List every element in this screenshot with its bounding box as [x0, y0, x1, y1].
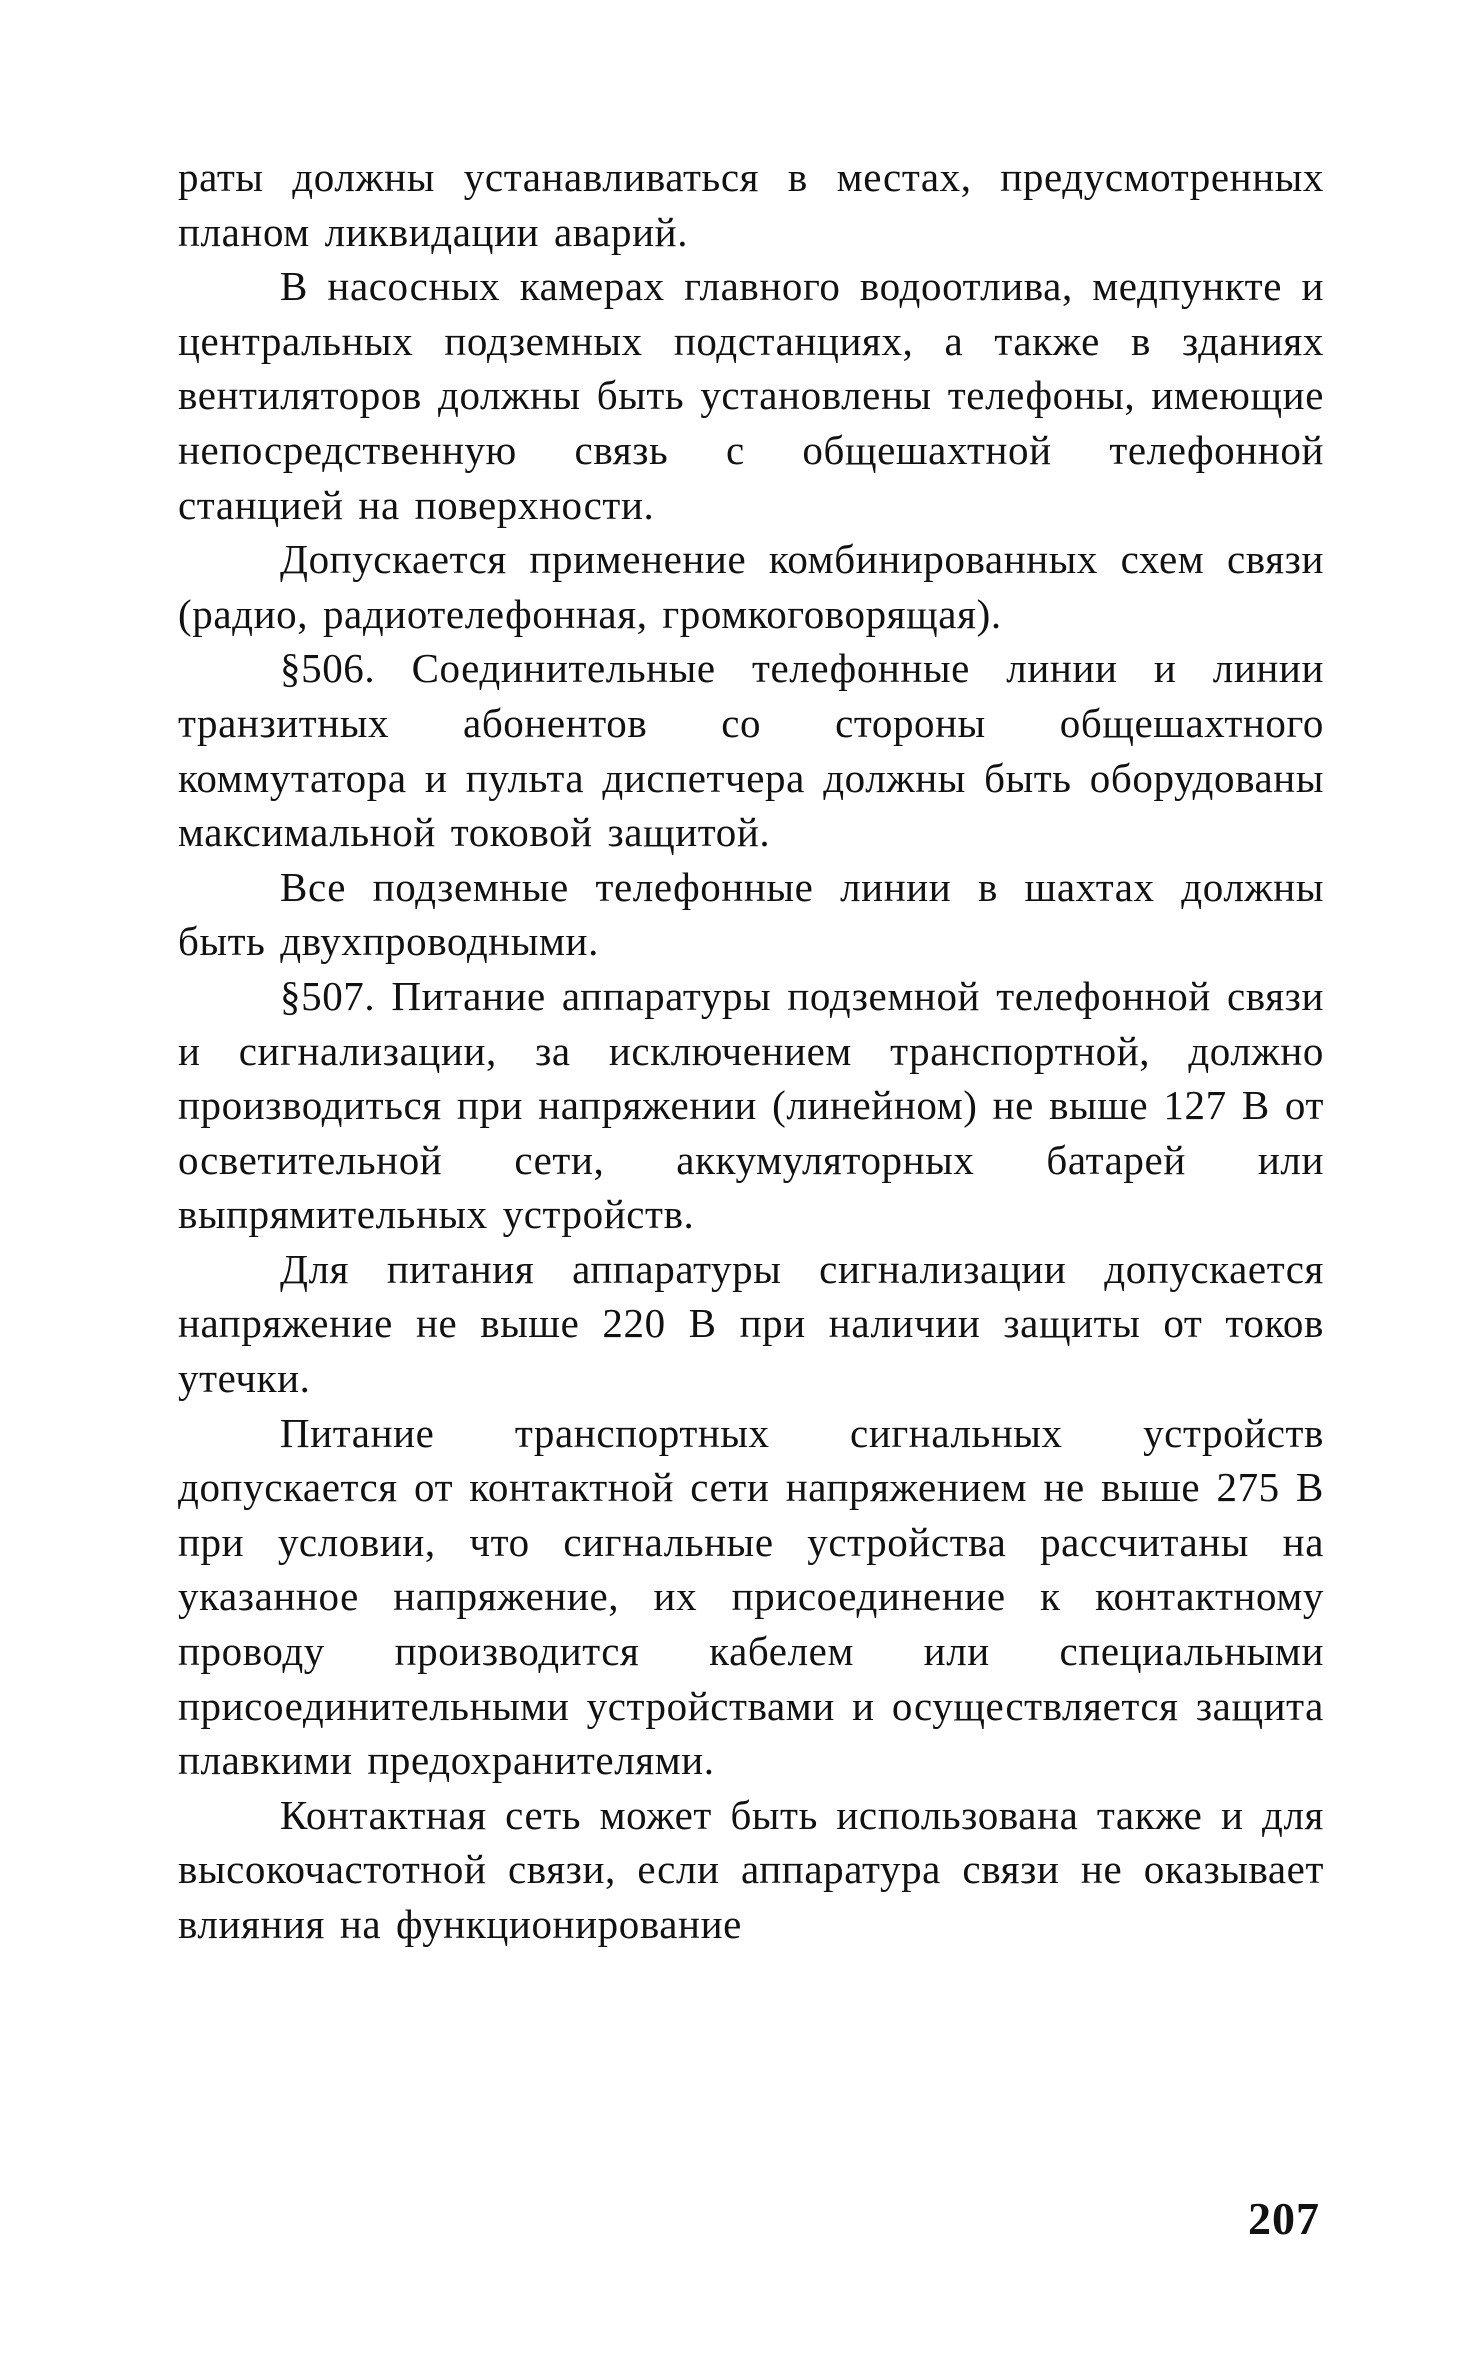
paragraph-section-507: §507. Питание аппаратуры подземной телефонной связи и сигнализации, за исключением транспортной, должно производиться при напряжении (линейном) не выше 127 В от осветительной сети, аккумуляторных батарей или выпрямительных устройств.	[178, 972, 1324, 1238]
page-number: 207	[1248, 2193, 1320, 2244]
paragraph-8: Питание транспортных сигнальных устройств допускается от контактной сети напряжением не выше 275 В при условии, что сигнальные устройства рассчитаны на указанное напряжение, их присоединение к контактному проводу производится кабелем или специальными присоединительными устройствами и осуществляется защита плавкими предохранителями.	[178, 1409, 1324, 1784]
paragraph-3: Допускается применение комбинированных схем связи (радио, радиотелефонная, громкоговорящая).	[178, 536, 1324, 637]
paragraph-1: раты должны устанавливаться в местах, предусмотренных планом ликвидации аварий.	[178, 154, 1324, 255]
paragraph-5: Все подземные телефонные линии в шахтах должны быть двухпроводными.	[178, 863, 1324, 965]
body-text	[178, 150, 1324, 1952]
paragraph-9: Контактная сеть может быть использована также и для высокочастотной связи, если аппаратура связи не оказывает влияния на функционирование	[178, 1791, 1324, 1947]
paragraph-7: Для питания аппаратуры сигнализации допускается напряжение не выше 220 В при наличии защиты от токов утечки.	[178, 1245, 1324, 1402]
paragraph-2: В насосных камерах главного водоотлива, медпункте и центральных подземных подстанциях, а также в зданиях вентиляторов должны быть установлены телефоны, имеющие непосредственную связь с общешахтной телефонной станцией на поверхности.	[178, 263, 1324, 528]
paragraph-section-506: §506. Соединительные телефонные линии и линии транзитных абонентов со стороны общешахтного коммутатора и пульта диспетчера должны быть оборудованы максимальной токовой защитой.	[178, 645, 1324, 856]
